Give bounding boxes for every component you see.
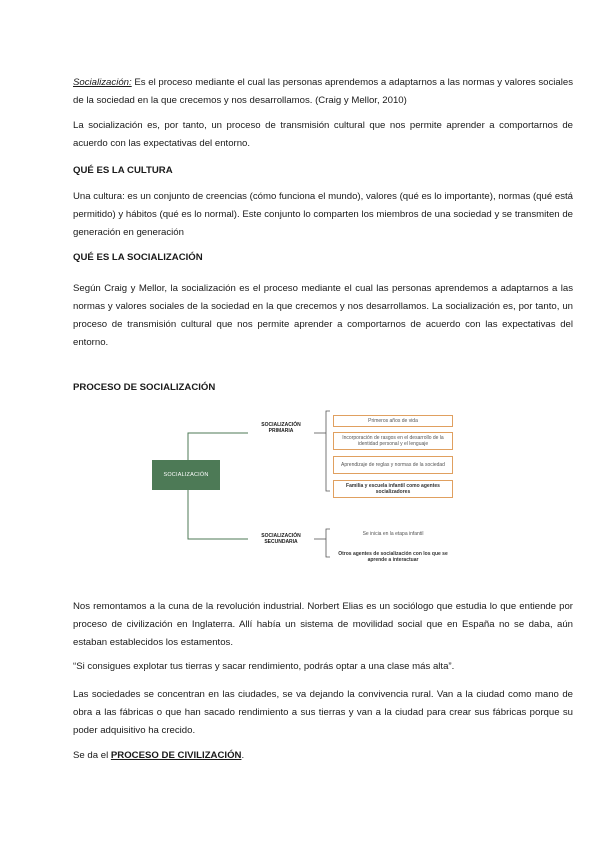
label-secundaria: SOCIALIZACIÓN SECUNDARIA bbox=[261, 533, 301, 545]
socializacion-diagram bbox=[148, 405, 528, 567]
primaria-item: Aprendizaje de reglas y normas de la sociedad bbox=[333, 456, 453, 474]
paragraph-socializacion: Según Craig y Mellor, la socialización es el proceso mediante el cual las personas aprendemos a adaptarnos a las normas y valores sociales de la sociedad en la que crecemos y nos desarrollamos. La socialización es, por tanto, un proceso de transmisión cultural que nos permite aprender a comportarnos de acuerdo con las expectativas del entorno. bbox=[73, 283, 573, 348]
paragraph-ciudades: Las sociedades se concentran en las ciudades, se va dejando la convivencia rural. Van a la ciudad como mano de obra a las fábricas o que han sacado rendimiento a sus tierras y van a la ciudad para crear sus fábricas porque su poder adquisitivo ha crecido. bbox=[73, 689, 573, 736]
diagram-root: SOCIALIZACIÓN bbox=[152, 460, 220, 490]
heading-cultura: QUÉ ES LA CULTURA bbox=[73, 165, 173, 176]
final-prefix: Se da el bbox=[73, 750, 111, 761]
connector-primaria bbox=[188, 433, 248, 460]
heading-socializacion: QUÉ ES LA SOCIALIZACIÓN bbox=[73, 252, 203, 263]
paragraph-transmision: La socialización es, por tanto, un proceso de transmisión cultural que nos permite aprender a comportarnos de acuerdo con las expectativas del entorno. bbox=[73, 120, 573, 149]
bracket-primaria bbox=[326, 411, 330, 491]
primaria-item: Incorporación de rasgos en el desarrollo de la identidad personal y el lenguaje bbox=[333, 432, 453, 450]
paragraph-quote: “Si consigues explotar tus tierras y sacar rendimiento, podrás optar a una clase más alta”. bbox=[73, 661, 455, 672]
intro-term: Socialización: bbox=[73, 77, 132, 88]
intro-text: Es el proceso mediante el cual las personas aprendemos a adaptarnos a las normas y valores sociales de la sociedad en la que crecemos y nos desarrollamos. (Craig y Mellor, 2010) bbox=[73, 77, 573, 106]
intro-paragraph bbox=[73, 74, 573, 110]
connector-secundaria bbox=[188, 490, 248, 539]
paragraph-cultura: Una cultura: es un conjunto de creencias (cómo funciona el mundo), valores (qué es lo importante), normas (qué está permitido) y hábitos (qué es lo normal). Este conjunto lo comparten los miembros de una sociedad y se transmiten de generación en generación bbox=[73, 191, 573, 238]
bracket-secundaria bbox=[326, 529, 330, 557]
paragraph-final bbox=[73, 747, 573, 765]
secundaria-item: Se inicia en la etapa infantil bbox=[362, 531, 424, 537]
paragraph-revolucion: Nos remontamos a la cuna de la revolución industrial. Norbert Elias es un sociólogo que estudia lo que entiende por proceso de civilización en Inglaterra. Allí había un sistema de movilidad social que en España no se daba, aún estaban establecidos los estamentos. bbox=[73, 601, 573, 648]
label-primaria: SOCIALIZACIÓN PRIMARIA bbox=[261, 422, 301, 434]
heading-proceso: PROCESO DE SOCIALIZACIÓN bbox=[73, 382, 216, 393]
secundaria-item: Otros agentes de socialización con los que se aprende a interactuar bbox=[338, 551, 448, 563]
final-suffix: . bbox=[241, 750, 245, 761]
final-term: PROCESO DE CIVILIZACIÓN bbox=[110, 750, 242, 761]
primaria-item: Primeros años de vida bbox=[333, 415, 453, 427]
primaria-item: Familia y escuela infantil como agentes socializadores bbox=[333, 480, 453, 498]
